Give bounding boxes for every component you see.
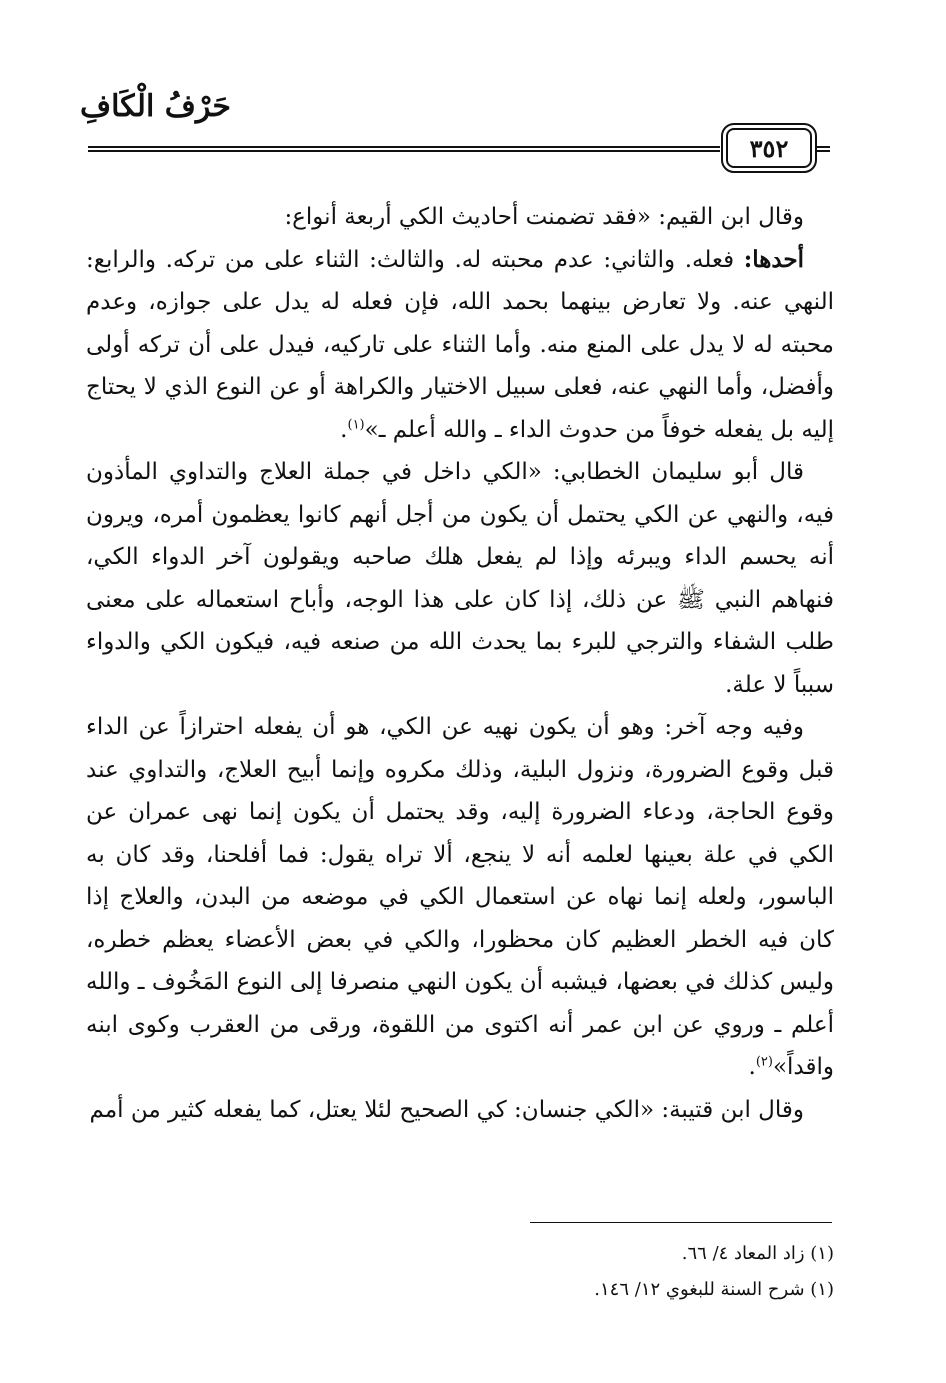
main-text [86, 196, 834, 1131]
footnote-ref-1[interactable]: (١) [347, 416, 365, 432]
paragraph-3: قال أبو سليمان الخطابي: «الكي داخل في جملة العلاج والتداوي المأذون فيه، والنهي عن الكي يحتمل أن يكون من أجل أنهم كانوا يعظمون أمره، ويرون أنه يحسم الداء ويبرئه وإذا لم يفعل هلك صاحبه ويقولون آخر الدواء الكي، فنهاهم النبي ﷺ عن ذلك، إذا كان على هذا الوجه، وأباح استعماله على معنى طلب الشفاء والترجي للبرء بما يحدث الله من صنعه فيه، فيكون الكي والدواء سبباً لا علة. [86, 459, 834, 698]
paragraph-2 [86, 239, 834, 452]
footnote-2: (١) شرح السنة للبغوي ١٢/ ١٤٦. [594, 1279, 834, 1300]
footnotes [86, 1236, 834, 1308]
header-double-rule [88, 146, 720, 152]
page-number: ٣٥٢ [749, 133, 789, 163]
paragraph-2-end: . [340, 416, 348, 443]
paragraph-1: وقال ابن القيم: «فقد تضمنت أحاديث الكي أربعة أنواع: [284, 204, 804, 230]
header-rule-right [816, 146, 830, 152]
footnote-ref-2[interactable]: (٢) [755, 1054, 773, 1070]
paragraph-4-text: وفيه وجه آخر: وهو أن يكون نهيه عن الكي، هو أن يفعله احترازاً عن الداء قبل وقوع الضرورة، ونزول البلية، وذلك مكروه وإنما أبيح العلاج، والتداوي عند وقوع الحاجة، ودعاء الضرورة إليه، وقد يحتمل أن يكون إنما نهى عمران عن الكي في علة بعينها لعلمه أنه لا ينجع، ألا تراه يقول: فما أفلحنا، وقد كان به الباسور، ولعله إنما نهاه عن استعمال الكي في موضعه من البدن، والعلاج إذا كان فيه الخطر العظيم كان محظورا، والكي في بعض الأعضاء يعظم خطره، وليس كذلك في بعضها، فيشبه أن يكون النهي منصرفا إلى النوع المَخُوف ـ والله أعلم ـ وروي عن ابن عمر أنه اكتوى من اللقوة، ورقى من العقرب وكوى ابنه واقداً» [86, 714, 834, 1080]
paragraph-4 [86, 706, 834, 1089]
footnote-1: (١) زاد المعاد ٤/ ٦٦. [681, 1243, 834, 1264]
running-title: حَرْفُ الْكَافِ [80, 89, 231, 124]
paragraph-2-lead: أحدها: [743, 245, 805, 273]
paragraph-4-end: . [748, 1054, 756, 1080]
footnote-separator [530, 1222, 832, 1223]
paragraph-2-text: فعله. والثاني: عدم محبته له. والثالث: الثناء على من تركه. والرابع: النهي عنه. ولا تعارض بينهما بحمد الله، فإن فعله له يدل على جوازه، وعدم محبته له لا يدل على المنع منه. وأما الثناء على تاركيه، فيدل على أن تركه أولى وأفضل، وأما النهي عنه، فعلى سبيل الاختيار والكراهة أو عن النوع الذي لا يحتاج إليه بل يفعله خوفاً من حدوث الداء ـ والله أعلم ـ» [86, 246, 834, 443]
page-number-box [726, 128, 812, 168]
paragraph-5: وقال ابن قتيبة: «الكي جنسان: كي الصحيح لئلا يعتل، كما يفعله كثير من أمم [89, 1096, 804, 1123]
